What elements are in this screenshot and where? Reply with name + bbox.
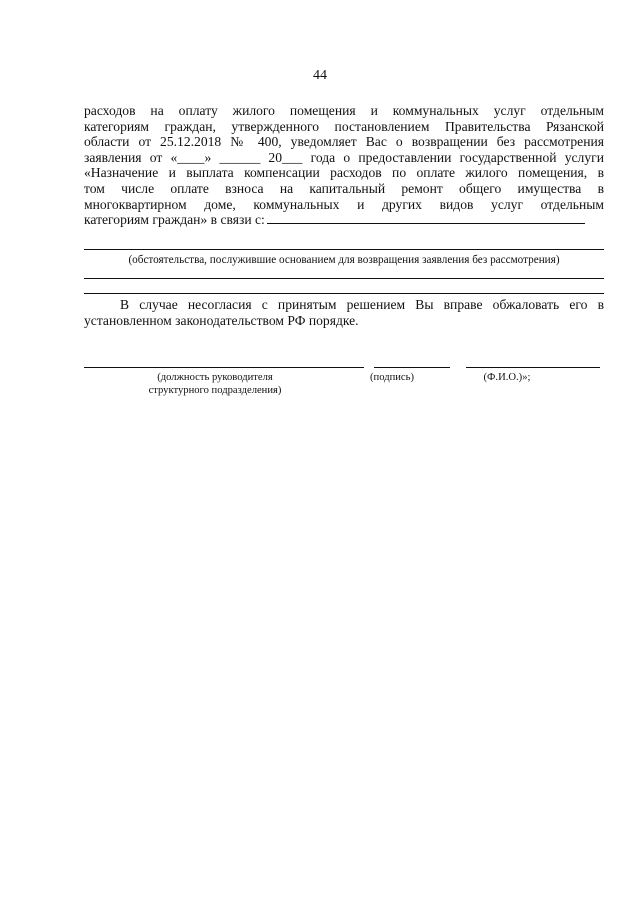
text-line: категориям граждан, утвержденного постановлением Правительства Рязанской [84, 118, 604, 134]
position-caption-line: (должность руководителя [157, 372, 273, 383]
reason-line [84, 249, 604, 250]
text-line: заявления от «____» ______ 20___ года о предоставлении государственной услуги [84, 149, 604, 165]
text-line: области от 25.12.2018 № 400, уведомляет Вас о возвращении без рассмотрения [84, 134, 604, 150]
position-caption [120, 371, 310, 397]
text-line: том числе оплате взноса на капитальный ремонт общего имущества в [84, 180, 604, 196]
text-line: расходов на оплату жилого помещения и коммунальных услуг отдельным [84, 103, 604, 118]
appeal-paragraph [84, 297, 604, 329]
signature-line [374, 367, 450, 368]
reason-line [84, 278, 604, 279]
name-caption: (Ф.И.О.)»; [483, 372, 531, 383]
text-line: многоквартирном доме, коммунальных и других видов услуг отдельным [84, 196, 604, 212]
text-line: установленном законодательством РФ порядке. [84, 313, 359, 328]
reason-fill-line [267, 212, 585, 224]
text-line-last [84, 212, 604, 228]
name-signature-line [466, 367, 600, 368]
notice-paragraph [84, 103, 604, 228]
text-line: категориям граждан» в связи с: [84, 212, 265, 228]
text-line: «Назначение и выплата компенсации расходов по оплате жилого помещения, в [84, 165, 604, 181]
signature-caption: (подпись) [370, 372, 414, 383]
circumstances-caption: (обстоятельства, послужившие основанием для возвращения заявления без рассмотрения) [128, 254, 560, 266]
page-number: 44 [313, 68, 327, 83]
position-signature-line [84, 367, 364, 368]
position-caption-line: структурного подразделения) [148, 385, 282, 396]
text-line: В случае несогласия с принятым решением Вы вправе обжаловать его в [120, 297, 604, 312]
reason-line [84, 293, 604, 294]
